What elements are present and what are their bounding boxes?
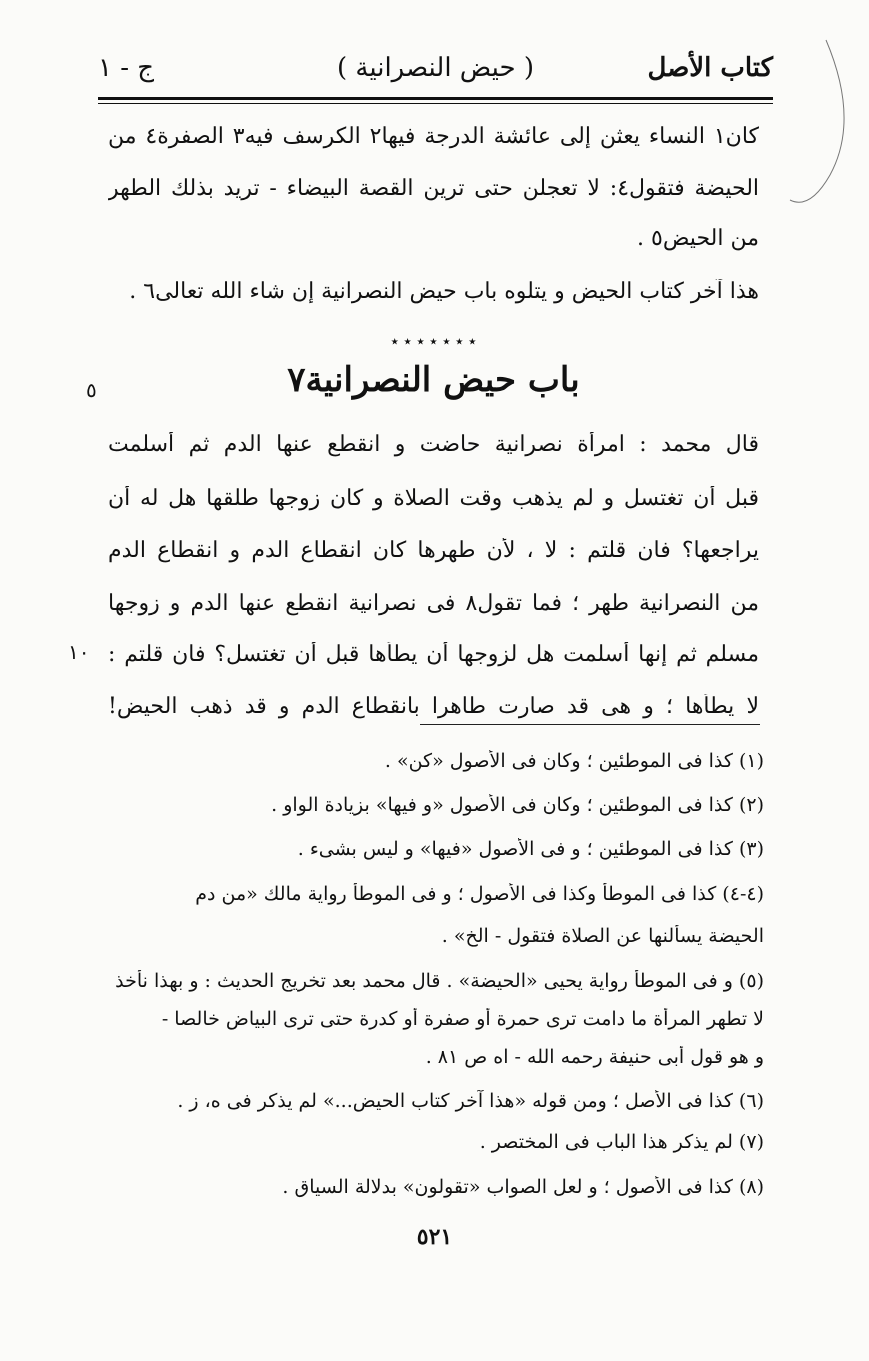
footnote-line: و هو قول أبى حنيفة رحمه الله - اه ص ٨١ .	[425, 1046, 764, 1068]
footnote-line: (٥) و فى الموطأ رواية يحيى «الحيضة» . قال محمد بعد تخريج الحديث : و بهذا نأخذ	[115, 970, 764, 992]
body-line: من النصرانية طهر ؛ فما تقول٨ فى نصرانية انقطع عنها الدم و زوجها	[108, 591, 759, 616]
footnote-line: (٤-٤) كذا فى الموطأ وكذا فى الأصول ؛ و فى الموطأ رواية مالك «من دم	[195, 883, 764, 905]
body-line: لا يطأها ؛ و هى قد صارت طاهرا بانقطاع الدم و قد ذهب الحيض!	[108, 694, 759, 719]
body-line: مسلم ثم إنها أسلمت هل لزوجها أن يطأها قبل أن تغتسل؟ فان قلتم :	[108, 642, 759, 667]
footnote-line: لا تطهر المرأة ما دامت ترى حمرة أو صفرة أو كدرة حتى ترى البياض خالصا -	[161, 1008, 764, 1030]
body-line: الحيضة فتقول٤: لا تعجلن حتى ترين القصة البيضاء - تريد بذلك الطهر	[108, 176, 759, 201]
book-title: كتاب الأصل	[647, 53, 773, 83]
footnote-line: (٨) كذا فى الأصول ؛ و لعل الصواب «تقولون» بدلالة السياق .	[282, 1176, 764, 1198]
footnote-line: (١) كذا فى الموطئين ؛ وكان فى الأصول «كن» .	[384, 750, 764, 772]
page-number: ٥٢١	[416, 1224, 453, 1250]
body-line: قال محمد : امرأة نصرانية حاضت و انقطع عنها الدم ثم أسلمت	[108, 432, 759, 457]
body-line: كان١ النساء يعثن إلى عائشة الدرجة فيها٢ الكرسف فيه٣ الصفرة٤ من	[108, 124, 759, 149]
footnote-line: الحيضة يسألنها عن الصلاة فتقول - الخ» .	[441, 925, 764, 947]
footnote-line: (٢) كذا فى الموطئين ؛ وكان فى الأصول «و فيها» بزيادة الواو .	[271, 794, 764, 816]
header-rule-thick	[98, 97, 773, 100]
footnote-line: (٣) كذا فى الموطئين ؛ و فى الأصول «فيها» و ليس بشىء .	[297, 838, 764, 860]
margin-line-number: ٥	[86, 378, 97, 402]
volume-label: ج - ١	[98, 53, 155, 83]
body-line: قبل أن تغتسل و لم يذهب وقت الصلاة و كان زوجها طلقها هل له أن	[108, 486, 759, 511]
running-header	[98, 48, 773, 88]
chapter-title: ( حيض النصرانية )	[337, 53, 534, 83]
body-line: من الحيض٥ .	[637, 226, 759, 251]
margin-line-number: ١٠	[68, 640, 90, 664]
footnote-rule	[420, 724, 760, 725]
section-separator: ٭ ٭ ٭ ٭ ٭ ٭ ٭	[390, 332, 477, 350]
section-heading: باب حيض النصرانية٧	[287, 360, 580, 400]
footnote-line: (٦) كذا فى الأصل ؛ ومن قوله «هذا آخر كتاب الحيض...» لم يذكر فى ه، ز .	[177, 1090, 764, 1112]
header-rule-thin	[98, 103, 773, 104]
body-line: يراجعها؟ فان قلتم : لا ، لأن طهرها كان انقطاع الدم و انقطاع الدم	[108, 538, 759, 563]
footnote-line: (٧) لم يذكر هذا الباب فى المختصر .	[479, 1131, 764, 1153]
body-line: هذا آخر كتاب الحيض و يتلوه باب حيض النصرانية إن شاء الله تعالى٦ .	[129, 279, 759, 304]
